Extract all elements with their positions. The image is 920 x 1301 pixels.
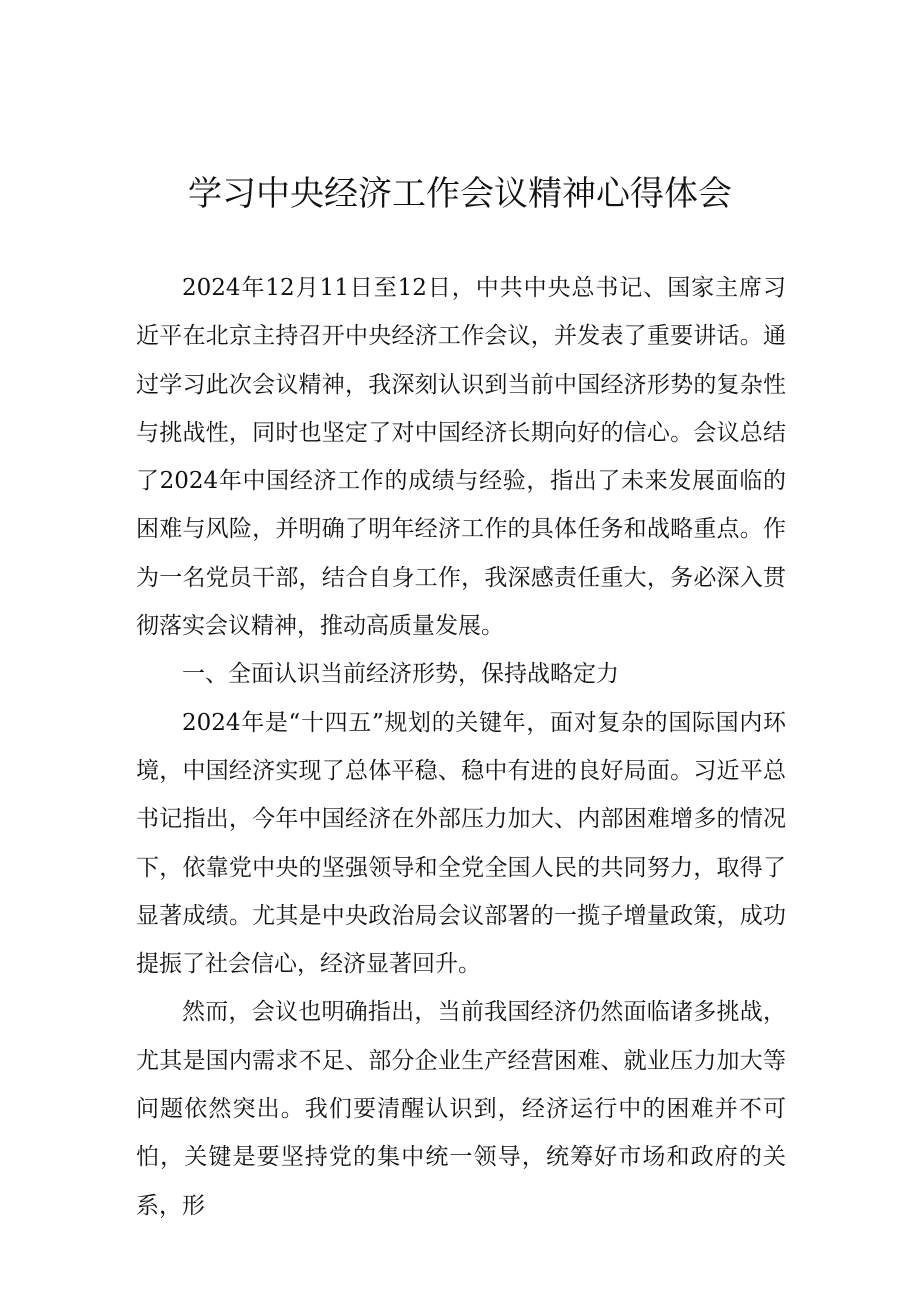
section-1-paragraph-2: 然而，会议也明确指出，当前我国经济仍然面临诸多挑战，尤其是国内需求不足、部分企业生产经营困难、就业压力加大等问题依然突出。我们要清醒认识到，经济运行中的困难并不可怕，关键是要坚持党的集中统一领导，统筹好市场和政府的关系，形 bbox=[136, 999, 786, 1219]
section-1-heading: 一、全面认识当前经济形势，保持战略定力 bbox=[182, 661, 619, 688]
document-body bbox=[136, 264, 786, 1230]
intro-paragraph: 2024年12月11日至12日，中共中央总书记、国家主席习近平在北京主持召开中央经济工作会议，并发表了重要讲话。通过学习此次会议精神，我深刻认识到当前中国经济形势的复杂性与挑战性，同时也坚定了对中国经济长期向好的信心。会议总结了2024年中国经济工作的成绩与经验，指出了未来发展面临的困难与风险，并明确了明年经济工作的具体任务和战略重点。作为一名党员干部，结合自身工作，我深感责任重大，务必深入贯彻落实会议精神，推动高质量发展。 bbox=[136, 275, 786, 640]
section-1-paragraph-1: 2024年是“十四五”规划的关键年，面对复杂的国际国内环境，中国经济实现了总体平稳、稳中有进的良好局面。习近平总书记指出，今年中国经济在外部压力加大、内部困难增多的情况下，依靠党中央的坚强领导和全党全国人民的共同努力，取得了显著成绩。尤其是中央政治局会议部署的一揽子增量政策，成功提振了社会信心，经济显著回升。 bbox=[136, 709, 786, 978]
document-title: 学习中央经济工作会议精神心得体会 bbox=[188, 174, 732, 214]
